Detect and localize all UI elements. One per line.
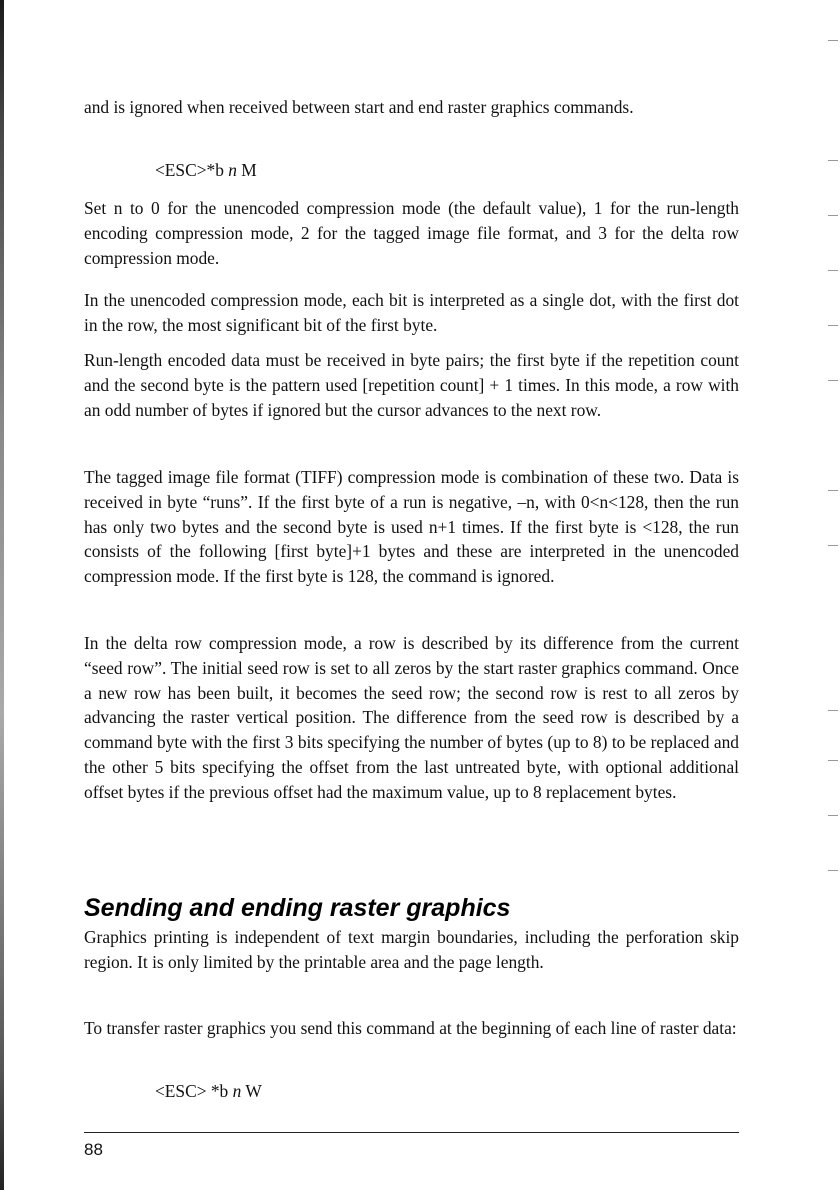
paragraph-continuation: and is ignored when received between start and end raster graphics commands.	[84, 97, 634, 117]
command-set-compression-mode	[155, 158, 257, 182]
scan-edge-right	[826, 0, 840, 1190]
scan-edge-left	[0, 0, 4, 1190]
paragraph-unencoded-mode: In the unencoded compression mode, each bit is interpreted as a single dot, with the first dot in the row, the most significant bit of the first byte.	[84, 290, 739, 335]
footer-divider	[84, 1132, 739, 1133]
paragraph-transfer-raster: To transfer raster graphics you send this command at the beginning of each line of raster data:	[84, 1018, 737, 1038]
paragraph-delta-row-mode: In the delta row compression mode, a row is described by its difference from the current “seed row”. The initial seed row is set to all zeros by the start raster graphics command. Once a new row has been built, it becomes the seed row; the second row is rest to all zeros by advancing the raster vertical position. The difference from the seed row is described by a command byte with the first 3 bits specifying the number of bytes (up to 8) to be replaced and the other 5 bits specifying the offset from the last untreated byte, with optional additional offset bytes if the previous offset had the maximum value, up to 8 replacement bytes.	[84, 633, 739, 802]
paragraph-run-length-mode: Run-length encoded data must be received in byte pairs; the first byte if the repetition count and the second byte is the pattern used [repetition count] + 1 times. In this mode, a row with an odd number of bytes if ignored but the cursor advances to the next row.	[84, 350, 739, 420]
command-suffix: M	[236, 160, 257, 180]
command-param: n	[228, 160, 237, 180]
command-prefix: <ESC> *b	[155, 1081, 233, 1101]
page-number: 88	[84, 1140, 103, 1159]
command-prefix: <ESC>*b	[155, 160, 229, 180]
section-heading: Sending and ending raster graphics	[84, 894, 511, 922]
command-suffix: W	[241, 1081, 262, 1101]
command-param: n	[232, 1081, 242, 1101]
paragraph-tiff-mode: The tagged image file format (TIFF) compression mode is combination of these two. Data is received in byte “runs”. If the first byte of a run is negative, –n, with 0<n<128, then the run has only two bytes and the second byte is used n+1 times. If the first byte is <128, the run consists of the following [first byte]+1 bytes and these are interpreted in the unencoded compression mode. If the first byte is 128, the command is ignored.	[84, 467, 739, 587]
paragraph-graphics-printing: Graphics printing is independent of text margin boundaries, including the perforation skip region. It is only limited by the printable area and the page length.	[84, 927, 739, 972]
paragraph-compression-modes: Set n to 0 for the unencoded compression mode (the default value), 1 for the run-length encoding compression mode, 2 for the tagged image file format, and 3 for the delta row compression mode.	[84, 198, 739, 268]
command-transfer-raster-data	[155, 1079, 262, 1103]
